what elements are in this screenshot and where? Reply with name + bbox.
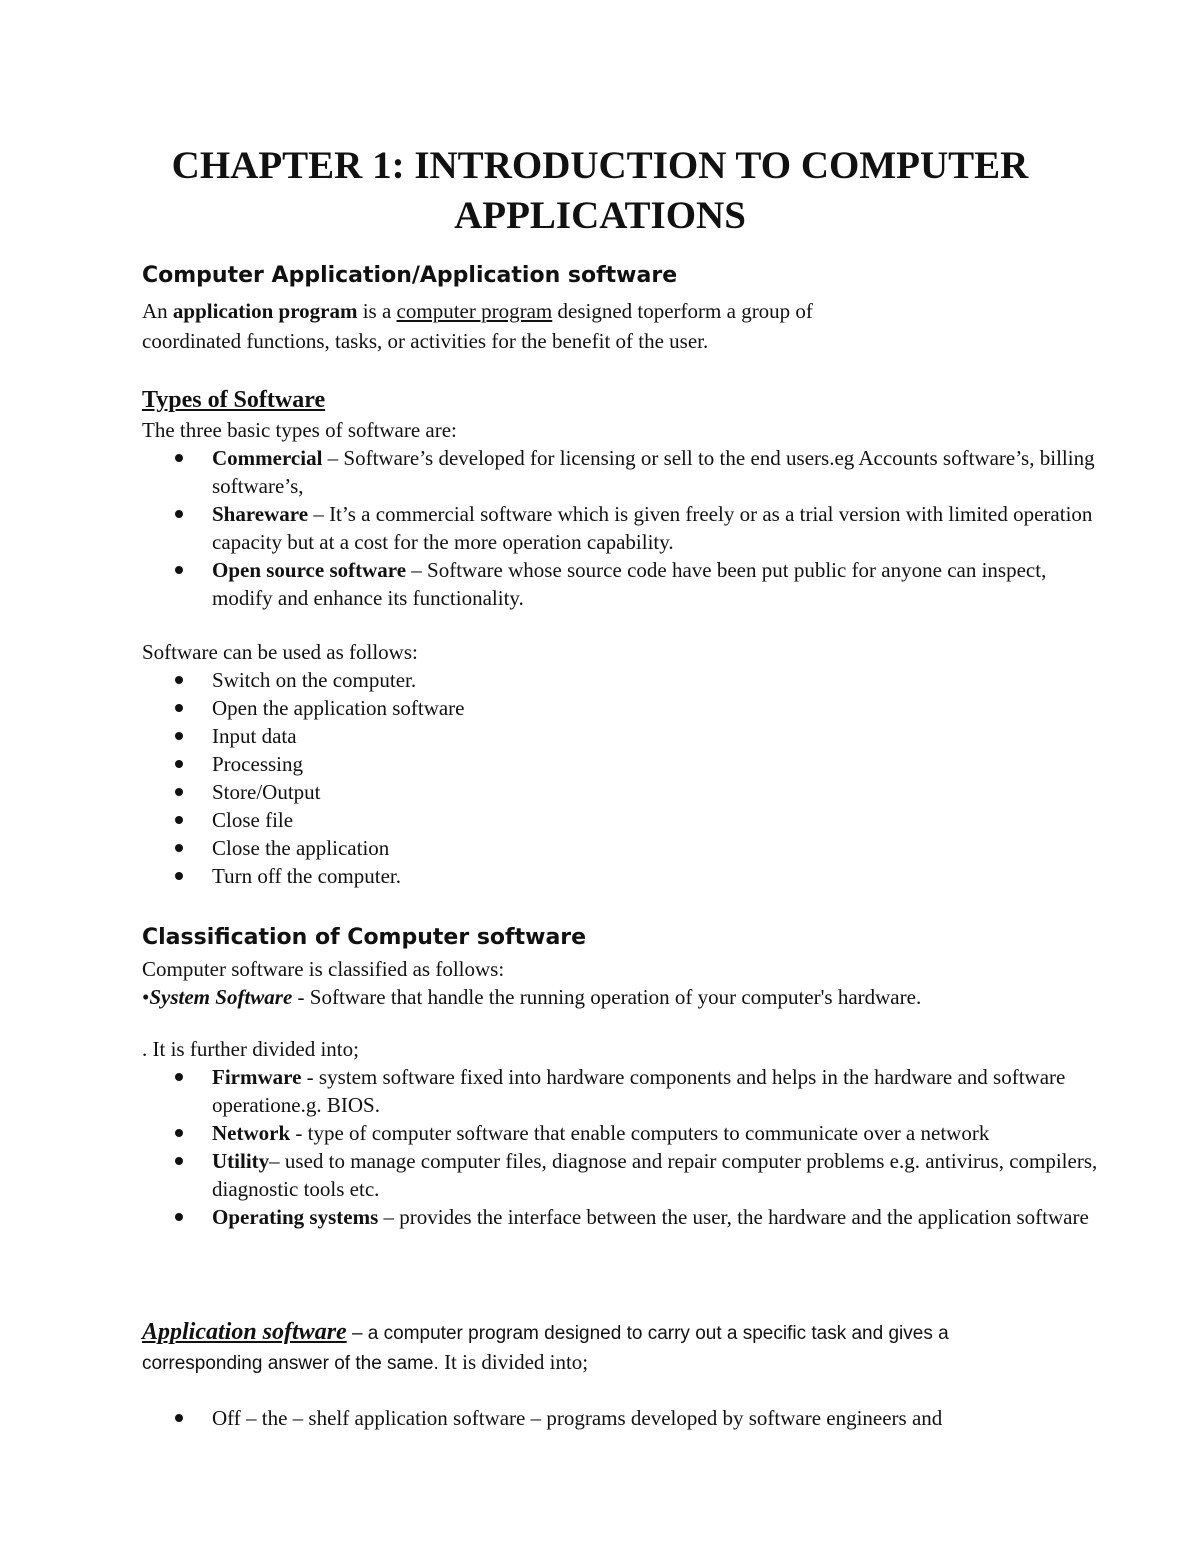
usage-step: Store/Output <box>212 780 321 804</box>
bullet-icon <box>175 844 183 852</box>
bullet-icon <box>175 872 183 880</box>
chapter-title-line-1: CHAPTER 1: INTRODUCTION TO COMPUTER <box>171 144 1029 187</box>
list-item <box>142 862 1102 890</box>
bullet-icon <box>175 566 183 574</box>
list-item <box>142 750 1102 778</box>
types-intro: The three basic types of software are: <box>142 418 457 442</box>
type-description: – Software whose source code have been put public for anyone can inspect, modify and enhance its functionality. <box>212 558 1047 610</box>
further-divided-line: . It is further divided into; <box>142 1037 359 1061</box>
bullet-icon <box>175 1073 183 1081</box>
computer-program-link[interactable]: computer program <box>396 299 553 323</box>
system-type-description: - system software fixed into hardware components and helps in the hardware and software operatione.g. BIOS. <box>212 1065 1066 1117</box>
application-software-description: It is divided into; <box>444 1350 589 1374</box>
definition-text: An <box>142 299 173 323</box>
heading-types-of-software: Types of Software <box>142 387 326 413</box>
type-description: – It’s a commercial software which is given freely or as a trial version with limited operation capacity but at a cost for the more operation capability. <box>212 502 1093 554</box>
list-item <box>142 1147 1102 1203</box>
bullet-icon <box>175 1129 183 1137</box>
heading-classification: Classification of Computer software <box>142 925 587 950</box>
bullet-icon <box>175 1157 183 1165</box>
list-item <box>142 444 1102 500</box>
bullet-icon <box>175 1414 183 1422</box>
usage-intro: Software can be used as follows: <box>142 640 418 664</box>
chapter-title <box>100 141 1100 241</box>
list-item <box>142 666 1102 694</box>
usage-step: Processing <box>212 752 303 776</box>
bullet-icon: • <box>142 985 150 1009</box>
usage-step: Input data <box>212 724 297 748</box>
bullet-icon <box>175 676 183 684</box>
system-type-term: Utility <box>212 1149 270 1173</box>
application-type: Off – the – shelf application software – programs developed by software engineers and <box>212 1406 943 1430</box>
chapter-title-line-2: APPLICATIONS <box>454 194 746 237</box>
bullet-icon <box>175 1213 183 1221</box>
application-software-description: corresponding answer of the same. <box>142 1353 445 1374</box>
list-item <box>142 556 1102 612</box>
application-definition-line-1 <box>142 297 1102 325</box>
type-term: Shareware <box>212 502 309 526</box>
usage-list <box>142 666 1102 890</box>
usage-step: Close the application <box>212 836 390 860</box>
system-type-description: – provides the interface between the user, the hardware and the application software <box>378 1205 1089 1229</box>
application-software-heading: Application software <box>142 1319 347 1345</box>
classification-intro: Computer software is classified as follows: <box>142 957 505 981</box>
types-list <box>142 444 1102 612</box>
list-item <box>142 806 1102 834</box>
list-item <box>142 500 1102 556</box>
type-term: Open source software <box>212 558 407 582</box>
system-software-term: System Software <box>149 985 293 1009</box>
list-item <box>142 1063 1102 1119</box>
bullet-icon <box>175 454 183 462</box>
list-item <box>142 1404 1102 1432</box>
application-software-list <box>142 1404 1102 1432</box>
bullet-icon <box>175 732 183 740</box>
usage-step: Switch on the computer. <box>212 668 417 692</box>
usage-step: Close file <box>212 808 294 832</box>
type-description: – Software’s developed for licensing or sell to the end users.eg Accounts software’s, billing software’s, <box>212 446 1095 498</box>
definition-text: designed toperform a group of <box>552 299 813 323</box>
system-type-term: Firmware <box>212 1065 302 1089</box>
system-type-description: – used to manage computer files, diagnose and repair computer problems e.g. antivirus, compilers, diagnostic tools etc. <box>212 1149 1098 1201</box>
system-type-term: Network <box>212 1121 291 1145</box>
system-software-list <box>142 1063 1102 1231</box>
bullet-icon <box>175 760 183 768</box>
application-software-line-2 <box>142 1348 1102 1378</box>
heading-computer-application: Computer Application/Application software <box>142 263 678 288</box>
list-item <box>142 694 1102 722</box>
system-type-description: - type of computer software that enable computers to communicate over a network <box>290 1121 990 1145</box>
bullet-icon <box>175 788 183 796</box>
system-type-term: Operating systems <box>212 1205 379 1229</box>
application-software-line-1 <box>142 1318 1102 1348</box>
usage-step: Turn off the computer. <box>212 864 401 888</box>
definition-text: is a <box>357 299 397 323</box>
usage-step: Open the application software <box>212 696 465 720</box>
bullet-icon <box>175 510 183 518</box>
list-item <box>142 834 1102 862</box>
list-item <box>142 1203 1102 1231</box>
list-item <box>142 778 1102 806</box>
bullet-icon <box>175 704 183 712</box>
type-term: Commercial <box>212 446 323 470</box>
list-item <box>142 1119 1102 1147</box>
application-software-description: – a computer program designed to carry out a specific task and gives a <box>346 1323 949 1344</box>
system-software-line <box>142 983 1102 1011</box>
application-program-term: application program <box>172 299 358 323</box>
list-item <box>142 722 1102 750</box>
bullet-icon <box>175 816 183 824</box>
system-software-description: - Software that handle the running operation of your computer's hardware. <box>292 985 922 1009</box>
application-definition-line-2: coordinated functions, tasks, or activities for the benefit of the user. <box>142 329 709 353</box>
